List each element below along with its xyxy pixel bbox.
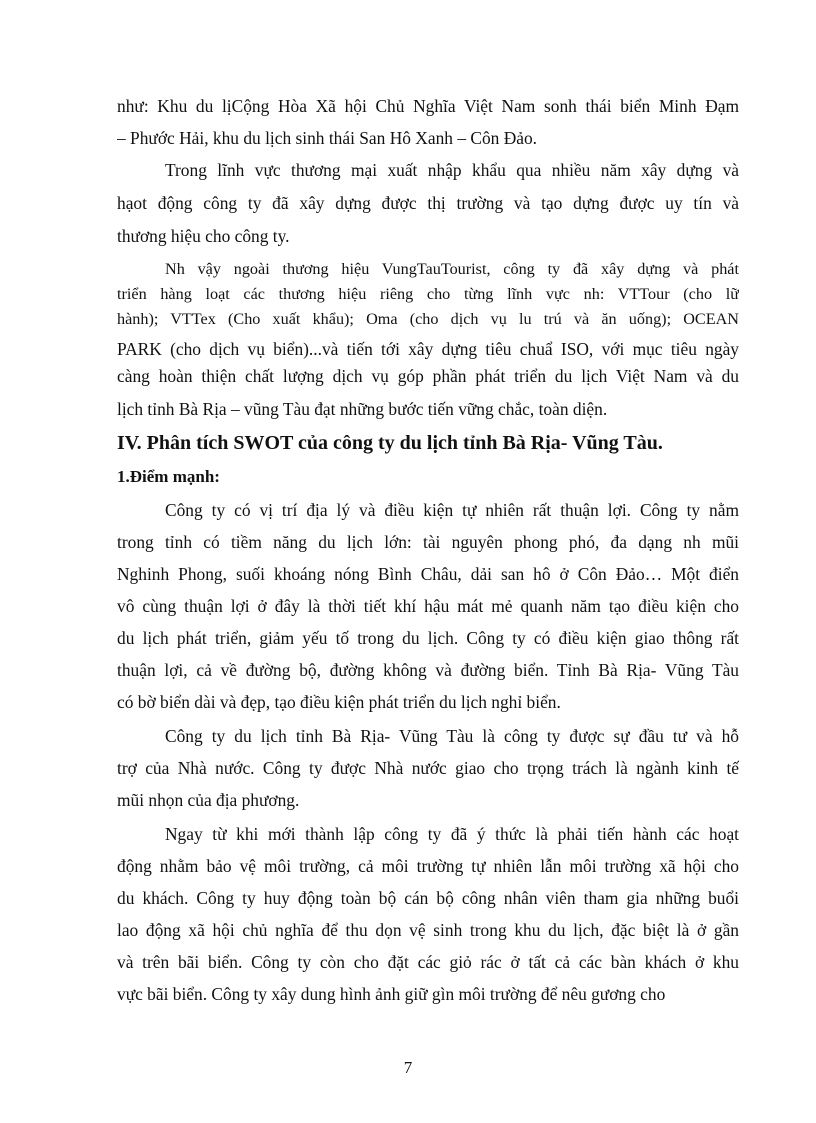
text-line: mũi nhọn của địa phương. xyxy=(117,790,300,810)
text-line: động nhằm bảo vệ môi trường, cả môi trường tự nhiên lẫn môi trường xã hội cho xyxy=(117,856,739,876)
text-line: trợ của Nhà nước. Công ty được Nhà nước giao cho trọng trách là ngành kinh tế xyxy=(117,758,739,778)
text-line: có bờ biển dài và đẹp, tạo điều kiện phát triển du lịch nghỉ biển. xyxy=(117,692,561,712)
text-line: vực bãi biển. Công ty xây dung hình ảnh giữ gìn môi trường để nêu gương cho xyxy=(117,984,666,1004)
text-line: Trong lĩnh vực thương mại xuất nhập khẩu qua nhiều năm xây dựng và xyxy=(165,160,739,180)
text-line: vô cùng thuận lợi ở đây là thời tiết khí hậu mát mẻ quanh năm tạo điều kiện cho xyxy=(117,596,739,616)
text-line: triển hàng loạt các thương hiệu riêng cho từng lĩnh vực nh: VTTour (cho lữ xyxy=(117,285,739,303)
text-line: PARK (cho dịch vụ biển)...và tiến tới xây dựng tiêu chuẩ ISO, với mục tiêu ngày xyxy=(117,339,739,359)
page-number: 7 xyxy=(403,1058,413,1077)
text-line: thương hiệu cho công ty. xyxy=(117,226,290,246)
text-line: lao động xã hội chủ nghĩa để thu dọn vệ sinh trong khu du lịch, đặc biệt là ở gần xyxy=(117,920,739,940)
text-line: du lịch phát triển, giảm yếu tố trong du lịch. Công ty có điều kiện giao thông rất xyxy=(117,628,739,648)
text-line: Nh vậy ngoài thương hiệu VungTauTourist, công ty đã xây dựng và phát xyxy=(165,260,739,278)
text-line: Công ty có vị trí địa lý và điều kiện tự nhiên rất thuận lợi. Công ty nằm xyxy=(165,500,739,520)
text-line: Ngay từ khi mới thành lập công ty đã ý thức là phải tiến hành các hoạt xyxy=(165,824,739,844)
text-line: du khách. Công ty huy động toàn bộ cán bộ công nhân viên tham gia những buổi xyxy=(117,888,739,908)
text-line: hành); VTTex (Cho xuất khẩu); Oma (cho dịch vụ lu trú và ăn uống); OCEAN xyxy=(117,310,739,328)
section-heading: IV. Phân tích SWOT của công ty du lịch tỉnh Bà Rịa- Vũng Tàu. xyxy=(117,432,663,454)
text-line: – Phước Hải, khu du lịch sinh thái San Hô Xanh – Côn Đảo. xyxy=(117,128,538,148)
text-line: như: Khu du lịCộng Hòa Xã hội Chủ Nghĩa Việt Nam sonh thái biển Minh Đạm xyxy=(117,96,739,116)
text-line: lịch tỉnh Bà Rịa – vũng Tàu đạt những bước tiến vững chắc, toàn diện. xyxy=(117,399,608,419)
text-line: càng hoàn thiện chất lượng dịch vụ góp phần phát triển du lịch Việt Nam và du xyxy=(117,366,739,386)
subsection-heading: 1.Điểm mạnh: xyxy=(117,467,220,486)
text-line: Nghinh Phong, suối khoáng nóng Bình Châu, dải san hô ở Côn Đảo… Một điển xyxy=(117,564,739,584)
text-line: trong tỉnh có tiềm năng du lịch lớn: tài nguyên phong phó, đa dạng nh mũi xyxy=(117,532,739,552)
text-line: hạot động công ty đã xây dựng được thị trường và tạo dựng được uy tín và xyxy=(117,193,739,213)
text-line: Công ty du lịch tỉnh Bà Rịa- Vũng Tàu là công ty được sự đầu tư và hỗ xyxy=(165,726,739,746)
text-line: thuận lợi, cả về đường bộ, đường không và đường biển. Tỉnh Bà Rịa- Vũng Tàu xyxy=(117,660,739,680)
text-line: và trên bãi biển. Công ty còn cho đặt các giỏ rác ở tất cả các bàn khách ở khu xyxy=(117,952,739,972)
